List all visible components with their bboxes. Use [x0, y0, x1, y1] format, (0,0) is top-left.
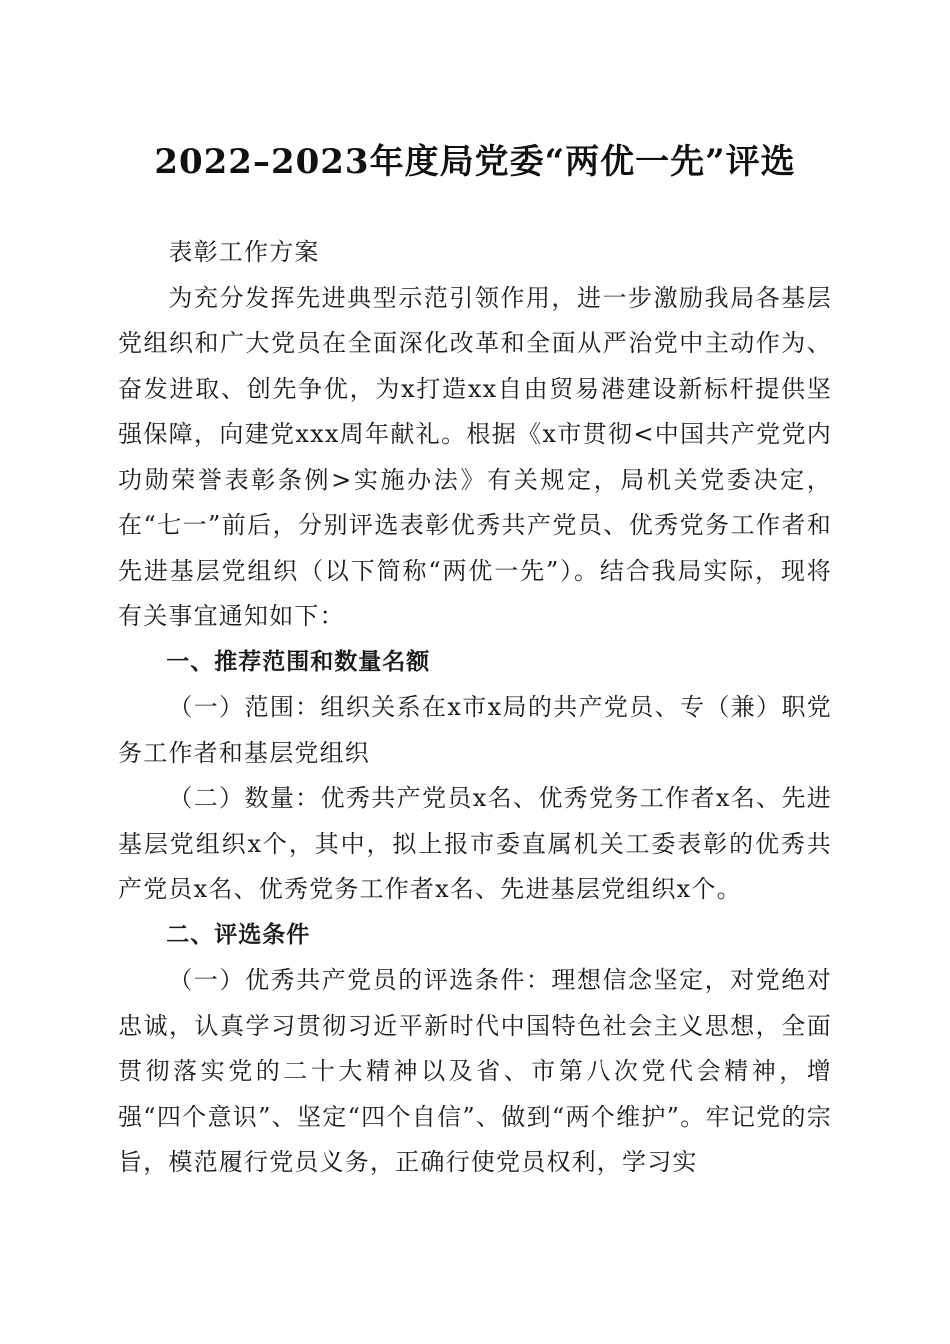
- paragraph-criteria-members: （一）优秀共产党员的评选条件：理想信念坚定，对党绝对忠诚，认真学习贯彻习近平新时代中国特色社会主义思想，全面贯彻落实党的二十大精神以及省、市第八次党代会精神，增强“四个意识”、坚定“四个自信”、做到“两个维护”。牢记党的宗旨，模范履行党员义务，正确行使党员权利，学习实: [118, 966, 832, 1176]
- paragraph-quota: （二）数量：优秀共产党员x名、优秀党务工作者x名、先进基层党组织x个，其中，拟上报市委直属机关工委表彰的优秀共产党员x名、优秀党务工作者x名、先进基层党组织x个。: [118, 784, 832, 903]
- document-body: [118, 230, 832, 1186]
- intro-paragraph: 为充分发挥先进典型示范引领作用，进一步激励我局各基层党组织和广大党员在全面深化改革和全面从严治党中主动作为、奋发进取、创先争优，为x打造xx自由贸易港建设新标杆提供坚强保障，向建党xxx周年献礼。根据《x市贯彻<中国共产党党内功勋荣誉表彰条例>实施办法》有关规定，局机关党委决定，在“七一”前后，分别评选表彰优秀共产党员、优秀党务工作者和先进基层党组织（以下简称“两优一先”）。结合我局实际，现将有关事宜通知如下：: [118, 283, 832, 630]
- paragraph-scope: （一）范围：组织关系在x市x局的共产党员、专（兼）职党务工作者和基层党组织: [118, 693, 832, 767]
- section-heading-scope: 一、推荐范围和数量名额: [166, 648, 431, 675]
- section-heading-criteria: 二、评选条件: [166, 921, 311, 948]
- document-title: 2022–2023年度局党委“两优一先”评选: [154, 142, 796, 182]
- document-subtitle: 表彰工作方案: [168, 238, 320, 266]
